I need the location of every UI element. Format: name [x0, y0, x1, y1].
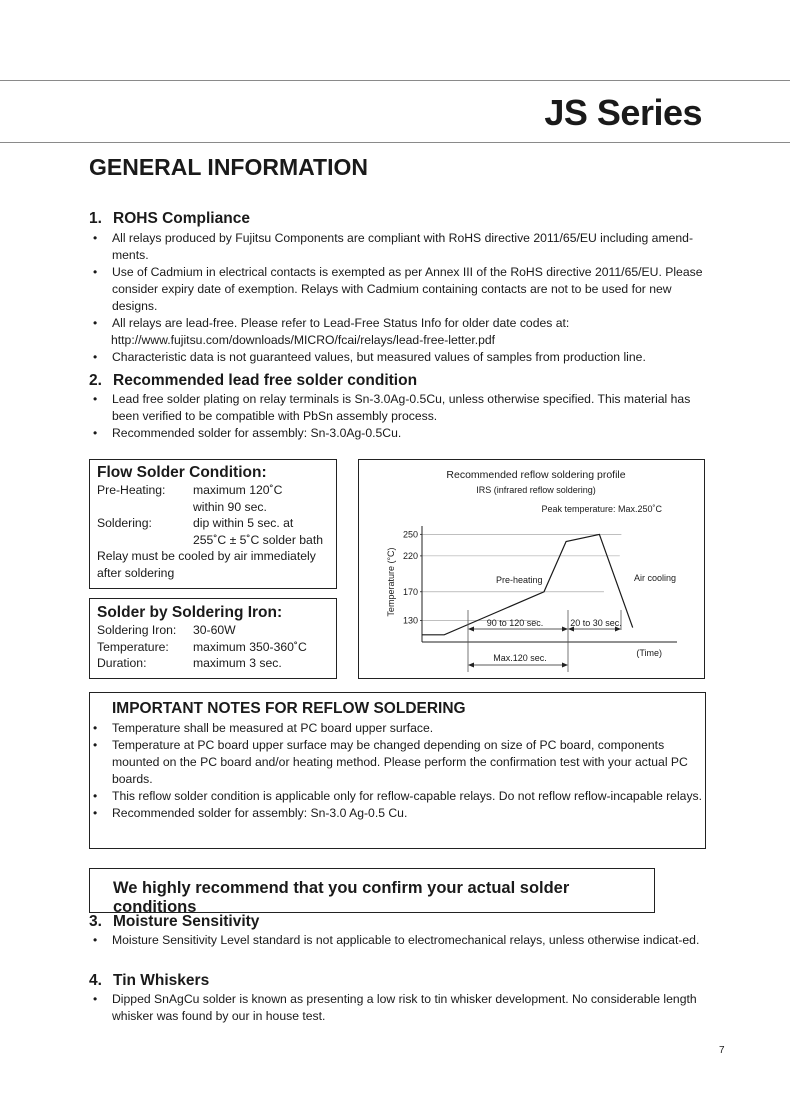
arrowhead-right-icon — [562, 627, 568, 632]
list-item: • Dipped SnAgCu solder is known as presenting a low risk to tin whisker development. No considerable length whisker was found by our in house test. — [93, 992, 697, 1023]
section-title: Recommended lead free solder condition — [113, 372, 418, 389]
list-item: • All relays produced by Fujitsu Components are compliant with RoHS directive 2011/65/EU including amend-ments. — [93, 231, 694, 262]
chart-subtitle: IRS (infrared reflow soldering) — [476, 485, 596, 495]
page-title: GENERAL INFORMATION — [89, 154, 368, 180]
list-item: • Recommended solder for assembly: Sn-3.0Ag-0.5Cu. — [93, 426, 402, 440]
reflow-notes-box — [89, 692, 706, 849]
flow-solder-title: Flow Solder Condition: — [97, 464, 267, 481]
bullet-icon: • — [93, 265, 98, 279]
preheat-duration-label: 90 to 120 sec. — [486, 618, 544, 628]
y-tick-group — [403, 529, 422, 625]
peak-duration-label: 20 to 30 sec. — [570, 618, 622, 628]
header-rule-top — [0, 80, 790, 81]
page-number: 7 — [719, 1045, 725, 1056]
reflow-profile-chart — [359, 460, 706, 680]
section-title: Tin Whiskers — [113, 972, 210, 989]
list-item: • Characteristic data is not guaranteed values, but measured values of samples from production line. — [93, 350, 646, 364]
tin-whiskers-bullet-list — [93, 991, 705, 1025]
list-item: • Temperature shall be measured at PC board upper surface. — [93, 721, 434, 735]
list-item: • Lead free solder plating on relay terminals is Sn-3.0Ag-0.5Cu, unless otherwise specified. This material has been verified to be compatible with PbSn assembly process. — [93, 392, 691, 423]
section-number: 3. — [89, 913, 102, 930]
chart-title: Recommended reflow soldering profile — [446, 469, 626, 481]
x-axis-label: (Time) — [636, 648, 662, 658]
arrowhead-left-icon — [468, 627, 474, 632]
list-item: • Recommended solder for assembly: Sn-3.0 Ag-0.5 Cu. — [93, 806, 408, 820]
list-item: • Use of Cadmium in electrical contacts is exempted as per Annex III of the RoHS directive 2011/65/EU. Please consider expiry date of exemption. Relays with Cadmium containing contacts are not to be used for new designs. — [93, 265, 703, 313]
bullet-icon: • — [93, 933, 98, 947]
y-tick-label: 130 — [402, 615, 418, 626]
section-title: ROHS Compliance — [113, 210, 250, 227]
series-title: JS Series — [544, 92, 702, 133]
rohs-bullet-list — [93, 230, 705, 366]
header-rule-bottom — [0, 142, 790, 143]
section-heading-lead-free — [89, 372, 417, 390]
bullet-icon: • — [93, 426, 98, 440]
bullet-icon: • — [93, 316, 98, 330]
peak-temperature-label: Peak temperature: Max.250˚C — [541, 504, 662, 514]
bullet-icon: • — [93, 721, 98, 735]
list-item: • This reflow solder condition is applicable only for reflow-capable relays. Do not reflow reflow-incapable relays. — [93, 789, 703, 803]
section-title: Moisture Sensitivity — [113, 913, 260, 930]
bullet-icon: • — [93, 992, 98, 1006]
y-axis-label: Temperature (°C) — [386, 547, 396, 617]
bullet-icon: • — [93, 789, 98, 803]
section-number: 1. — [89, 210, 102, 227]
soldering-iron-box — [89, 598, 337, 679]
y-tick-label: 250 — [402, 529, 418, 540]
air-cooling-label: Air cooling — [634, 573, 677, 583]
list-item: • All relays are lead-free. Please refer to Lead-Free Status Info for older date codes at: — [93, 316, 570, 330]
section-heading-moisture — [89, 913, 259, 931]
soldering-iron-details: Soldering Iron: 30-60W Temperature: maximum 350-360˚C Duration: maximum 3 sec. — [97, 623, 307, 670]
bullet-icon: • — [93, 392, 98, 406]
list-item: • Moisture Sensitivity Level standard is not applicable to electromechanical relays, unless otherwise indicat-ed. — [93, 933, 700, 947]
bullet-icon: • — [93, 738, 98, 752]
moisture-bullet-list — [93, 932, 705, 949]
arrowhead-left-icon — [468, 663, 474, 668]
preheating-label: Pre-heating — [496, 575, 543, 585]
y-tick-label: 220 — [402, 550, 418, 561]
max-total-label: Max.120 sec. — [493, 653, 547, 663]
reflow-notes-list — [93, 720, 703, 822]
bullet-icon: • — [93, 350, 98, 364]
section-heading-rohs — [89, 210, 250, 228]
section-number: 2. — [89, 372, 102, 389]
reflow-notes-title: IMPORTANT NOTES FOR REFLOW SOLDERING — [112, 700, 466, 717]
recommendation-banner: We highly recommend that you confirm your actual solder conditions — [89, 868, 655, 913]
bullet-icon: • — [93, 231, 98, 245]
flow-solder-box — [89, 459, 337, 589]
section-number: 4. — [89, 972, 102, 989]
bullet-icon: • — [93, 806, 98, 820]
arrowhead-right-icon — [562, 663, 568, 668]
y-tick-label: 170 — [402, 586, 418, 597]
reflow-chart-box — [358, 459, 705, 679]
list-item: • Temperature at PC board upper surface may be changed depending on size of PC board, components mounted on the PC board and/or heating method. Please perform the confirmation test with your actual PC boards. — [93, 738, 688, 786]
soldering-iron-title: Solder by Soldering Iron: — [97, 604, 283, 621]
lead-free-link[interactable]: http://www.fujitsu.com/downloads/MICRO/fcai/relays/lead-free-letter.pdf — [111, 333, 496, 347]
lead-free-bullet-list — [93, 391, 705, 442]
section-heading-tin-whiskers — [89, 972, 209, 990]
flow-solder-details: Pre-Heating: maximum 120˚C within 90 sec. Soldering: dip within 5 sec. at 255˚C ± 5˚C solder bath Relay must be cooled by air immediately after soldering — [97, 483, 323, 580]
